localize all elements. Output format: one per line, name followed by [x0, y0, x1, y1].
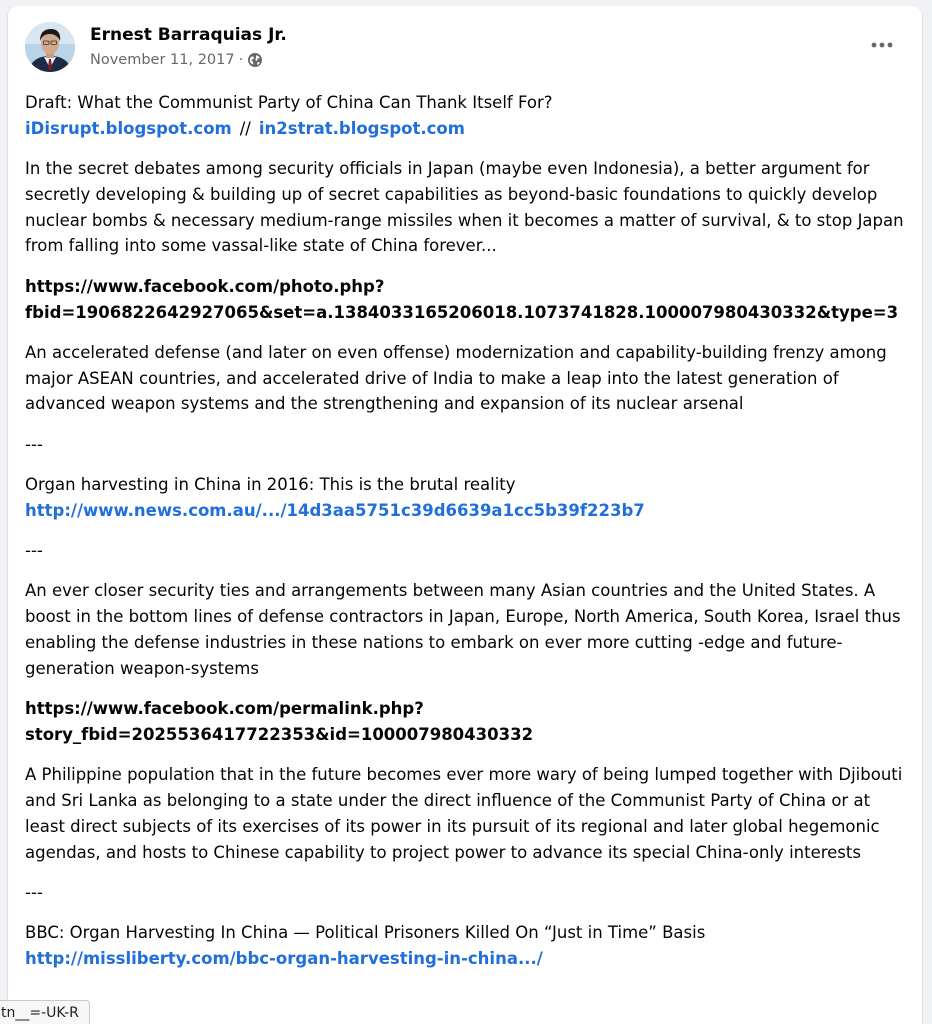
- globe-icon[interactable]: [247, 52, 263, 68]
- facebook-photo-url-line1: https://www.facebook.com/photo.php?: [25, 276, 385, 296]
- paragraph-japan: In the secret debates among security officials in Japan (maybe even Indonesia), a better argument for secretly developing & building up of secret capabilities as beyond-basic foundations to quickly develop nuclear bombs & necessary medium-range missiles when it becomes a matter of survival, & to stop Japan from falling into some vassal-like state of China forever...: [25, 159, 904, 256]
- facebook-photo-url-line2: fbid=1906822642927065&set=a.1384033165206018.1073741828.100007980430332&type=3: [25, 302, 899, 322]
- post-date[interactable]: November 11, 2017: [90, 52, 235, 68]
- missliberty-link[interactable]: http://missliberty.com/bbc-organ-harvesting-in-china.../: [25, 949, 543, 969]
- post-title-line: Draft: What the Communist Party of China Can Thank Itself For?: [25, 93, 553, 112]
- post-intro: [25, 90, 915, 142]
- facebook-permalink-url-line1: https://www.facebook.com/permalink.php?: [25, 699, 424, 719]
- post-meta: [90, 52, 263, 68]
- facebook-permalink-url[interactable]: [25, 696, 915, 748]
- blog-link-idisrupt[interactable]: iDisrupt.blogspot.com: [25, 118, 232, 138]
- paragraph-philippines: A Philippine population that in the future becomes ever more wary of being lumped together with Djibouti and Sri Lanka as belonging to a state under the direct influence of the Communist Party of China or at least direct subjects of its exercises of its power in its pursuit of its regional and later global hegemonic agendas, and hosts to Chinese capability to project power to advance its special China-only interests: [25, 765, 903, 862]
- facebook-permalink-url-line2: story_fbid=2025536417722353&id=100007980430332: [25, 724, 534, 744]
- link-divider: //: [239, 118, 251, 138]
- bbc-title: BBC: Organ Harvesting In China — Political Prisoners Killed On “Just in Time” Basis: [25, 923, 706, 943]
- blog-link-in2strat[interactable]: in2strat.blogspot.com: [258, 118, 465, 138]
- post-body: [25, 90, 915, 986]
- divider-1: ---: [25, 434, 43, 454]
- post-header: [8, 6, 922, 86]
- divider-2: ---: [25, 541, 43, 561]
- organ-harvesting-title: Organ harvesting in China in 2016: This is the brutal reality: [25, 475, 516, 495]
- meta-separator: ·: [238, 52, 244, 68]
- avatar[interactable]: [25, 22, 75, 72]
- news-com-au-link[interactable]: http://www.news.com.au/.../14d3aa5751c39d6639a1cc5b39f223b7: [25, 500, 645, 520]
- browser-status-bar: tn__=-UK-R: [0, 1000, 90, 1024]
- organ-harvesting-block: [25, 472, 915, 524]
- bbc-block: [25, 920, 915, 972]
- divider-3: ---: [25, 882, 43, 902]
- paragraph-asean: An accelerated defense (and later on even offense) modernization and capability-building frenzy among major ASEAN countries, and accelerated drive of India to make a leap into the latest generation of advanced weapon systems and the strengthening and expansion of its nuclear arsenal: [25, 342, 887, 414]
- post-card: [8, 6, 922, 1024]
- facebook-photo-url[interactable]: [25, 274, 915, 326]
- avatar-image: [25, 22, 75, 72]
- more-options-icon[interactable]: [864, 33, 900, 57]
- author-name[interactable]: Ernest Barraquias Jr.: [90, 25, 287, 45]
- paragraph-security-ties: An ever closer security ties and arrangements between many Asian countries and the United States. A boost in the bottom lines of defense contractors in Japan, Europe, North America, South Korea, Israel thus enabling the defense industries in these nations to embark on ever more cutting -edge and future-generation weapon-systems: [25, 581, 901, 678]
